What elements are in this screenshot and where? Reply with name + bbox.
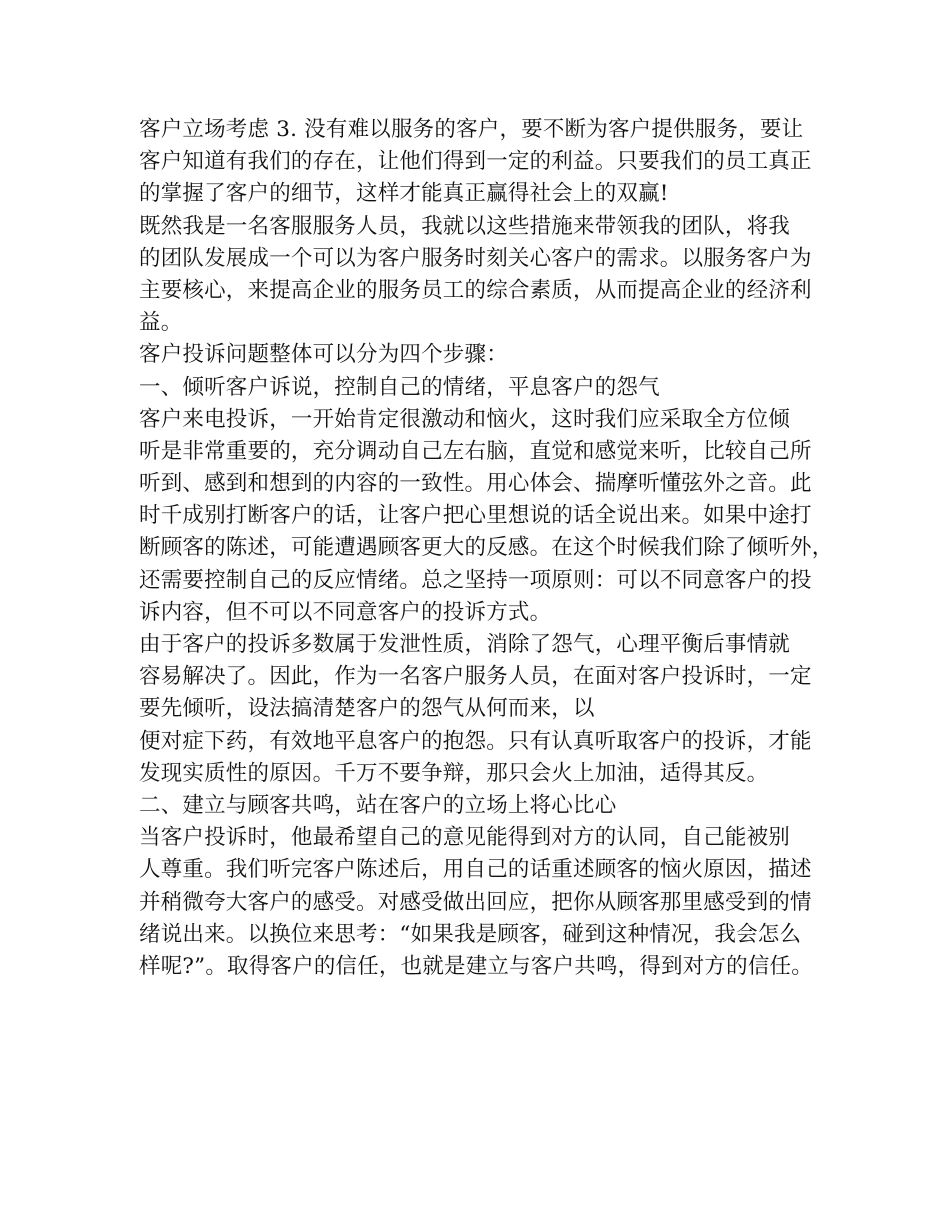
text-line: 客户投诉问题整体可以分为四个步骤： bbox=[139, 342, 508, 368]
text-line: 样呢?”。取得客户的信任，也就是建立与客户共鸣，得到对方的信任。 bbox=[139, 953, 813, 979]
document-body bbox=[139, 114, 834, 983]
text-line: 听是非常重要的，充分调动自己左右脑，直觉和感觉来听，比较自己所 bbox=[139, 438, 812, 464]
text-line: 诉内容，但不可以不同意客户的投诉方式。 bbox=[139, 599, 552, 625]
text-line: 断顾客的陈述，可能遭遇顾客更大的反感。在这个时候我们除了倾听外， bbox=[139, 535, 834, 561]
text-line: 人尊重。我们听完客户陈述后，用自己的话重述顾客的恼火原因，描述 bbox=[139, 857, 812, 883]
text-line: 当客户投诉时，他最希望自己的意见能得到对方的认同，自己能被别 bbox=[139, 825, 791, 851]
text-line: 发现实质性的原因。千万不要争辩，那只会火上加油，适得其反。 bbox=[139, 760, 769, 786]
text-line: 由于客户的投诉多数属于发泄性质，消除了怨气，心理平衡后事情就 bbox=[139, 632, 791, 657]
text-line: 还需要控制自己的反应情绪。总之坚持一项原则：可以不同意客户的投 bbox=[139, 567, 812, 593]
text-line: 并稍微夸大客户的感受。对感受做出回应，把你从顾客那里感受到的情 bbox=[139, 889, 812, 915]
text-line: 听到、感到和想到的内容的一致性。用心体会、揣摩听懂弦外之音。此 bbox=[139, 471, 812, 497]
text-line: 的团队发展成一个可以为客户服务时刻关心客户的需求。以服务客户为 bbox=[139, 245, 812, 271]
text-line: 绪说出来。以换位来思考：“如果我是顾客，碰到这种情况，我会怎么 bbox=[139, 921, 802, 947]
text-line: 时千成别打断客户的话，让客户把心里想说的话全说出来。如果中途打 bbox=[139, 503, 812, 529]
text-line: 客户立场考虑 3. 没有难以服务的客户，要不断为客户提供服务，要让 bbox=[139, 117, 804, 142]
text-line: 主要核心，来提高企业的服务员工的综合素质，从而提高企业的经济利 bbox=[139, 277, 812, 303]
text-line: 既然我是一名客服服务人员，我就以这些措施来带领我的团队，将我 bbox=[139, 213, 791, 239]
section-heading: 二、建立与顾客共鸣，站在客户的立场上将心比心 bbox=[139, 792, 617, 818]
text-line: 容易解决了。因此，作为一名客户服务人员，在面对客户投诉时，一定 bbox=[139, 664, 812, 690]
text-line: 便对症下药，有效地平息客户的抱怨。只有认真听取客户的投诉，才能 bbox=[139, 728, 812, 754]
text-line: 客户来电投诉，一开始肯定很激动和恼火，这时我们应采取全方位倾 bbox=[139, 406, 791, 432]
text-line: 益。 bbox=[139, 310, 183, 336]
section-heading: 一、倾听客户诉说，控制自己的情绪，平息客户的怨气 bbox=[139, 374, 660, 400]
text-line: 的掌握了客户的细节，这样才能真正赢得社会上的双赢! bbox=[139, 181, 669, 207]
text-line: 要先倾听，设法搞清楚客户的怨气从何而来，以 bbox=[139, 696, 595, 722]
text-line: 客户知道有我们的存在，让他们得到一定的利益。只要我们的员工真正 bbox=[139, 149, 812, 175]
